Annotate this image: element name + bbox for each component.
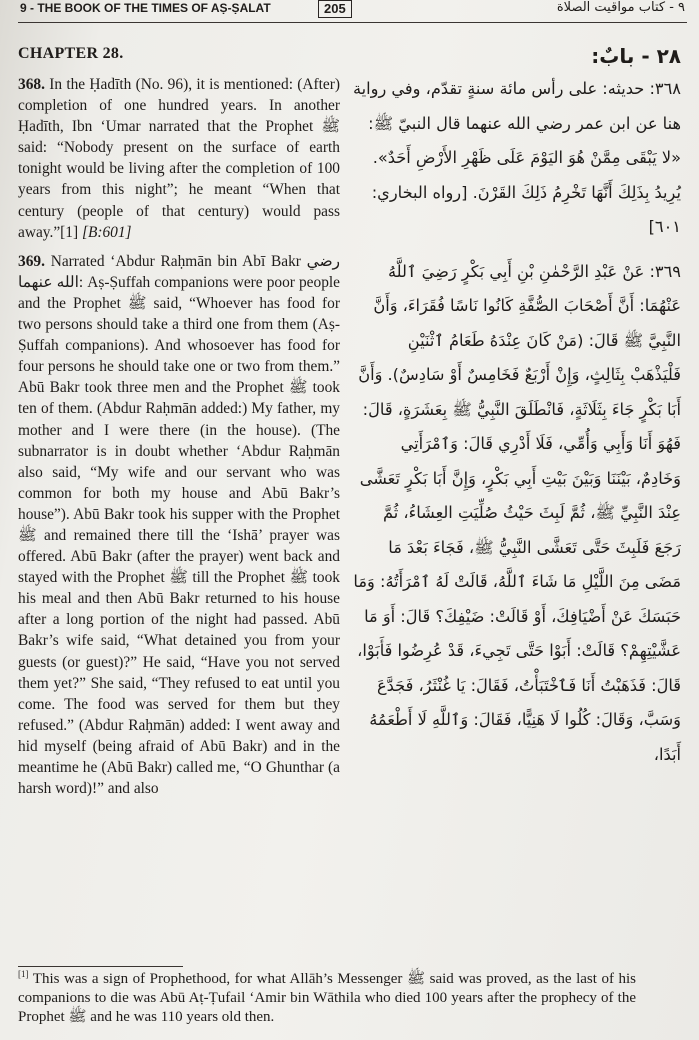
chapter-title-arabic: ٢٨ - بابٌ: [591,44,681,68]
english-column [18,44,340,799]
hadith-reference: [B:601] [81,223,132,241]
hadith-text: Narrated ‘Abdur Raḥmān bin Abī Bakr رضي الله عنهما: Aṣ-Ṣuffah companions were poor people and the Prophet ﷺ said, “Whoever has food for two persons should take a third one from them (Aṣ-Ṣuffah companions). And whosoever has food for four persons he should take one or two from them.” Abū Bakr took three men and the Prophet ﷺ took ten of them. (Abdur Raḥmān added:) My father, my mother and I were there (in the house). (The subnarrator is in doubt whether ‘Abdur Raḥmān also said, “My wife and our servant who was common for both my house and Abū Bakr’s house”). Abū Bakr took his supper with the Prophet ﷺ and remained there till the ‘Ishā’ prayer was offered. Abū Bakr (after the prayer) went back and stayed with the Prophet ﷺ till the Prophet ﷺ took his meal and then Abū Bakr returned to his house after a long portion of the night had passed. Abū Bakr’s wife said, “What detained you from your guests (or guest)?” He said, “Have you not served them yet?” She said, “They refused to eat until you come. The food was served for them but they refused.” (Abdur Raḥmān) added: I went away and hid myself (being afraid of Abū Bakr) and in the meantime he (Abū Bakr) called me, “O Ghunthar (a harsh word)!” and also [18,252,340,798]
header-rule [18,22,687,23]
footnote [18,965,636,1027]
hadith-369-english [18,251,340,799]
header-book-title-arabic: ٩ - كتاب مواقيت الصلاة [556,0,685,15]
hadith-number: 369. [18,252,45,270]
hadith-369-arabic: ٣٦٩: عَنْ عَبْدِ الرَّحْمٰنِ بْنِ أَبِي بَكْرٍ رَضِيَ ٱللَّهُ عَنْهُمَا: أَنَّ أَصْحَابَ الصُّفَّةِ كَانُوا نَاسًا فُقَرَاءَ، وَأَنَّ النَّبِيَّ ﷺ قَالَ: (مَنْ كَانَ عِنْدَهُ طَعَامُ ٱثْنَيْنِ فَلْيَذْهَبْ بِثَالِثٍ، وَإِنْ أَرْبَعٌ فَخَامِسٌ أَوْ سَادِسٌ). وَأَنَّ أَبَا بَكْرٍ جَاءَ بِثَلَاثَةٍ، فَانْطَلَقَ النَّبِيُّ ﷺ بِعَشَرَةٍ، قَالَ: فَهُوَ أَنَا وَأَبِي وَأُمِّي، فَلَا أَدْرِي قَالَ: وَٱمْرَأَتِي وَخَادِمٌ، بَيْنَنَا وَبَيْنَ بَيْتِ أَبِي بَكْرٍ، وَإِنَّ أَبَا بَكْرٍ تَعَشَّى عِنْدَ النَّبِيِّ ﷺ، ثُمَّ لَبِثَ حَيْثُ صُلِّيَتِ العِشَاءُ، ثُمَّ رَجَعَ فَلَبِثَ حَتَّى تَعَشَّى النَّبِيُّ ﷺ، فَجَاءَ بَعْدَ مَا مَضَى مِنَ اللَّيْلِ مَا شَاءَ ٱللَّهُ، قَالَتْ لَهُ ٱمْرَأَتُهُ: وَمَا حَبَسَكَ عَنْ أَضْيَافِكَ، أَوْ قَالَتْ: ضَيْفِكَ؟ قَالَ: أَوَ مَا عَشَّيْتِهِمْ؟ قَالَتْ: أَبَوْا حَتَّى تَجِيءَ، قَدْ عُرِضُوا فَأَبَوْا، قَالَ: فَذَهَبْتُ أَنَا فَٱخْتَبَأْتُ، فَقَالَ: يَا غُنْثَرُ، فَجَدَّعَ وَسَبَّ، وَقَالَ: كُلُوا لَا هَنِيًّا، فَقَالَ: وَٱللَّهِ لَا أَطْعَمُهُ أَبَدًا، [353,261,681,764]
page-number: 205 [318,0,352,18]
arabic-column [352,44,681,772]
footnote-text: This was a sign of Prophethood, for what Allāh’s Messenger ﷺ said was proved, as the last of his companions to die was Abū Aṭ-Ṭufail ‘Amir bin Wāthila who died 100 years after the prophecy of the Prophet ﷺ and he was 110 years old then. [18,971,636,1025]
footnote-mark: [1] [18,969,29,979]
hadith-text: In the Ḥadīth (No. 96), it is mentioned: (After) completion of one hundred years. In another Ḥadīth, Ibn ‘Umar narrated that the Prophet ﷺ said: “Nobody present on the surface of earth tonight would be living after the completion of 100 years from this night”; he meant “When that century (people of that century) would pass away.”[1] [18,76,340,241]
hadith-number: 368. [18,76,45,93]
hadith-368-arabic: ٣٦٨: حديثه: على رأس مائة سنةٍ تقدّم، وفي رواية هنا عن ابن عمر رضي الله عنهما قال النبيّ ﷺ: «لا يَبْقَى مِمَّنْ هُوَ اليَوْمَ عَلَى ظَهْرِ الأَرْضِ أَحَدٌ». يُرِيدُ بِذَلِكَ أَنَّهَا تَخْرِمُ ذَلِكَ القَرْنَ. [رواه البخاري: ٦٠١] [352,79,681,236]
running-header [0,0,699,22]
chapter-title: CHAPTER 28. [18,45,124,62]
header-book-title: 9 - THE BOOK OF THE TIMES OF AṢ-ṢALAT [20,1,271,15]
hadith-368-english [18,74,340,243]
